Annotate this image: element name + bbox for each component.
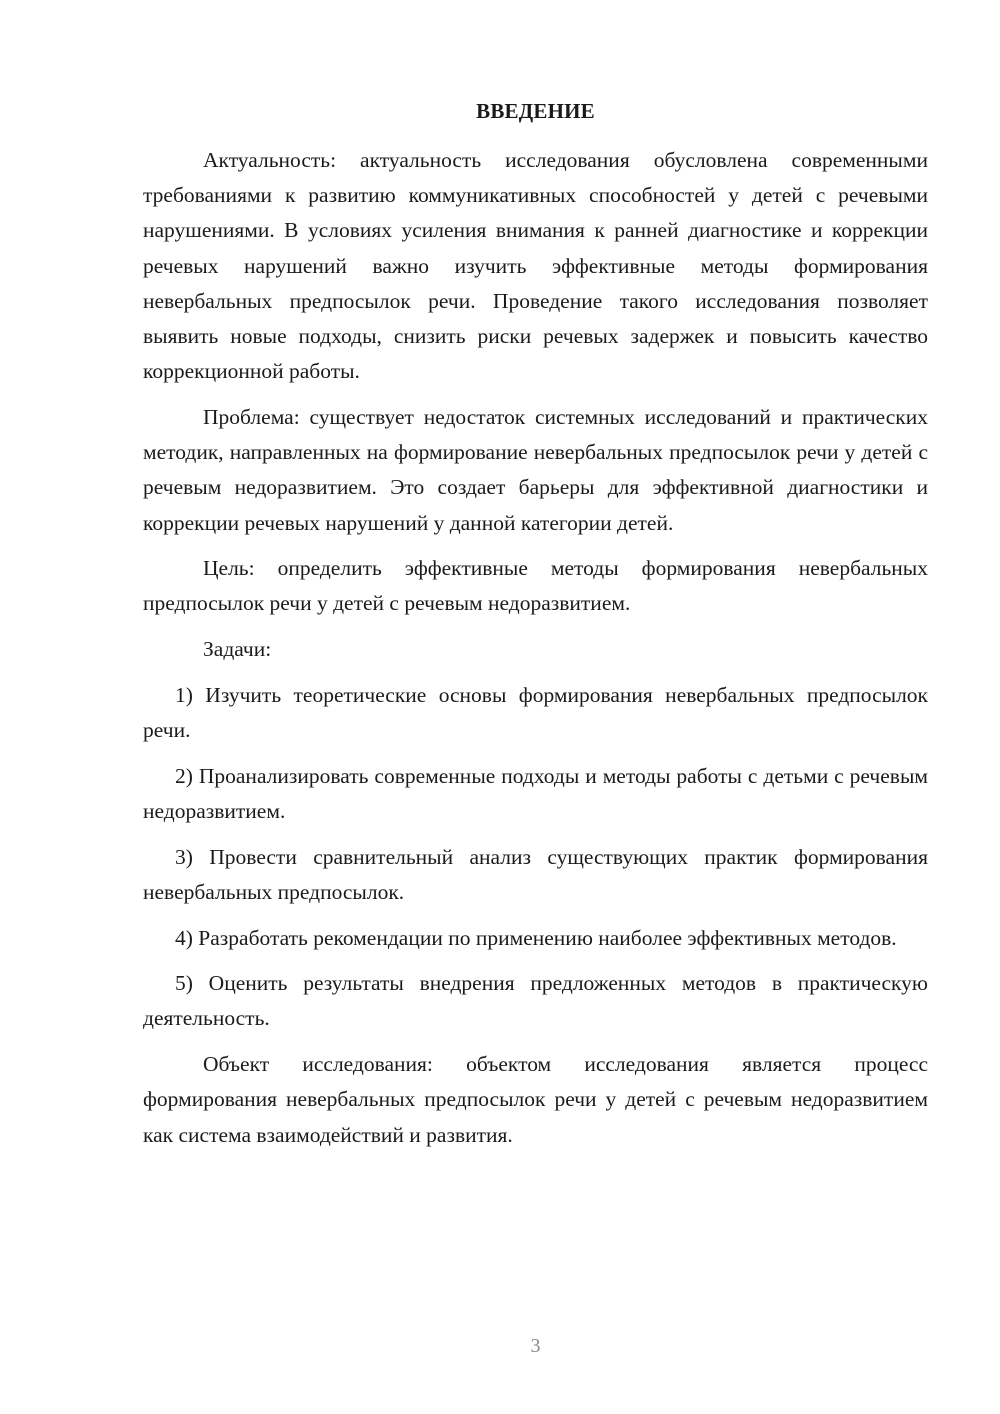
task-item-1: 1) Изучить теоретические основы формирования невербальных предпосылок речи. <box>143 682 928 743</box>
section-title: ВВЕДЕНИЕ <box>476 99 595 123</box>
task-item-5: 5) Оценить результаты внедрения предложенных методов в практическую деятельность. <box>143 971 928 1031</box>
task-item-2: 2) Проанализировать современные подходы и методы работы с детьми с речевым недоразвитием. <box>143 763 928 823</box>
body-text <box>143 143 928 1153</box>
paragraph-relevance: Актуальность: актуальность исследования обусловлена современными требованиями к развитию коммуникативных способностей у детей с речевыми нарушениями. В условиях усиления внимания к ранней диагностике и коррекции речевых нарушений важно изучить эффективные методы формирования невербальных предпосылок речи. Проведение такого исследования позволяет выявить новые подходы, снизить риски речевых задержек и повысить качество коррекционной работы. <box>143 148 928 384</box>
paragraph-object: Объект исследования: объектом исследования является процесс формирования невербальных предпосылок речи у детей с речевым недоразвитием как система взаимодействий и развития. <box>143 1052 928 1147</box>
document-page <box>143 0 928 1414</box>
page-number: 3 <box>530 1335 541 1357</box>
paragraph-tasks-heading: Задачи: <box>203 637 272 662</box>
paragraph-goal: Цель: определить эффективные методы формирования невербальных предпосылок речи у детей с речевым недоразвитием. <box>143 556 928 616</box>
task-item-4: 4) Разработать рекомендации по применению наиболее эффективных методов. <box>175 925 897 950</box>
paragraph-problem: Проблема: существует недостаток системных исследований и практических методик, направленных на формирование невербальных предпосылок речи у детей с речевым недоразвитием. Это создает барьеры для эффективной диагностики и коррекции речевых нарушений у данной категории детей. <box>143 404 928 535</box>
task-item-3: 3) Провести сравнительный анализ существующих практик формирования невербальных предпосылок. <box>143 844 928 904</box>
